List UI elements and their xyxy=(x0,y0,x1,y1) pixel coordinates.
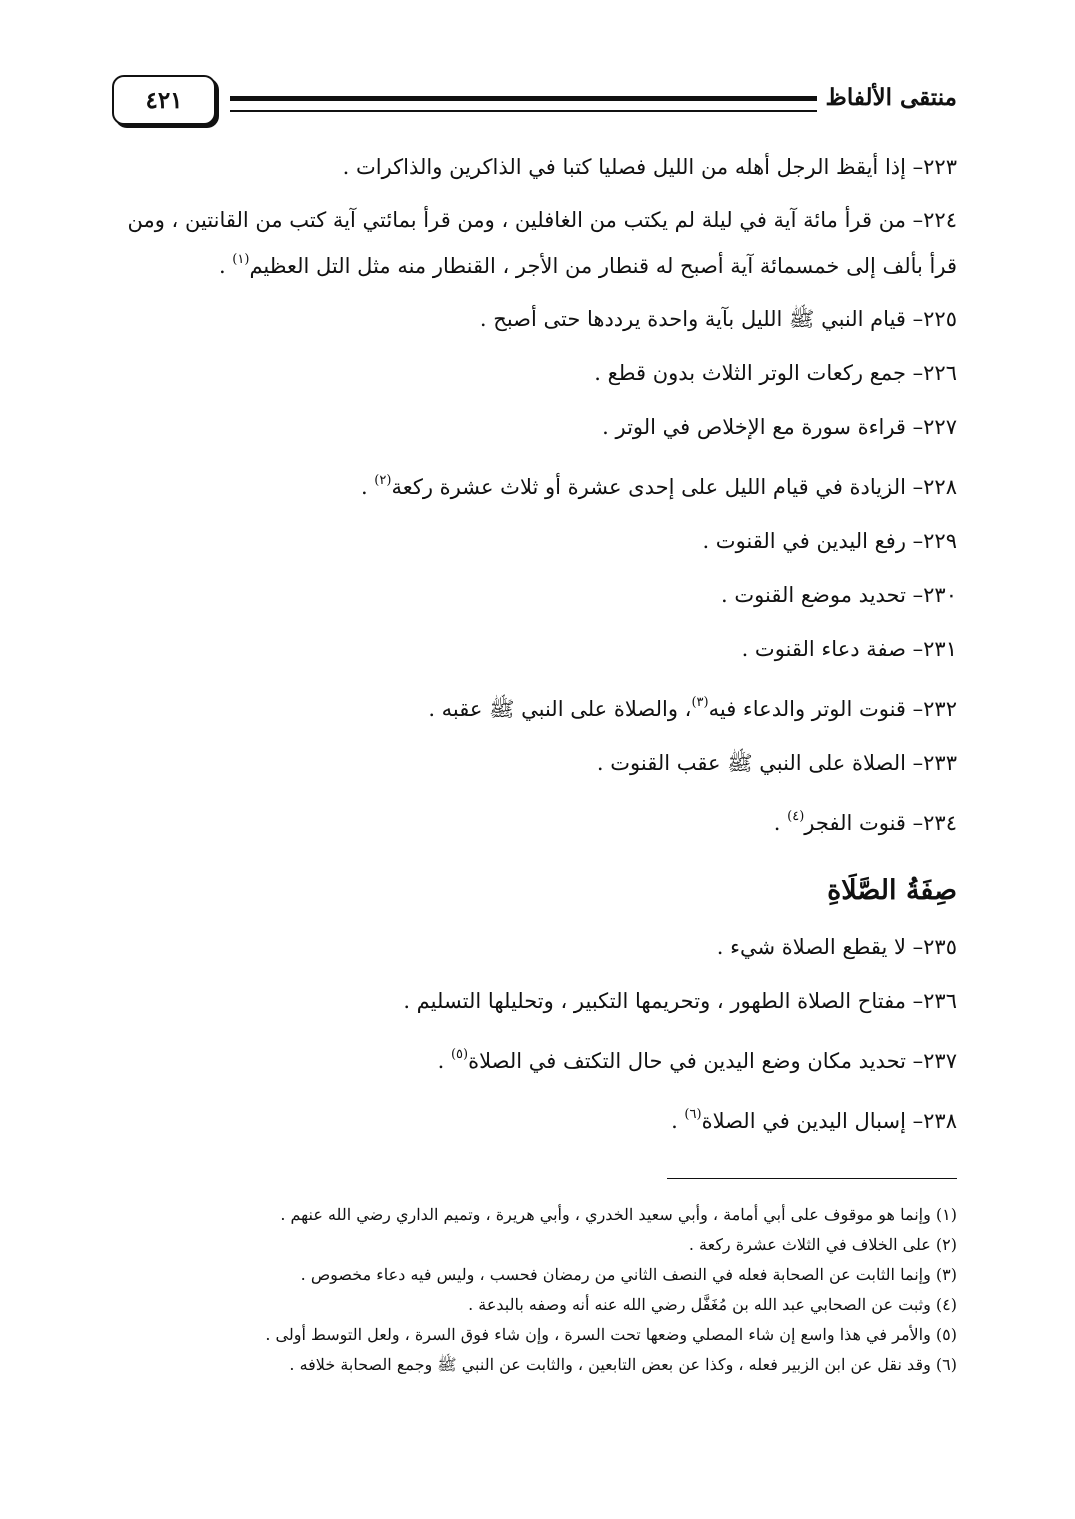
item-number: ٢٢٨ xyxy=(923,475,957,499)
footnotes xyxy=(112,1200,957,1380)
list-item: ٢٣٧– تحديد مكان وضع اليدين في حال التكتف في الصلاة$^{(٥)}$ . xyxy=(112,1028,957,1088)
footnote-ref: (٢) xyxy=(374,473,392,488)
footnote: (٢) على الخلاف في الثلاث عشرة ركعة . xyxy=(688,1235,957,1254)
item-list xyxy=(112,140,957,850)
footnote-separator xyxy=(667,1178,957,1179)
list-item: ٢٢٤– من قرأ مائة آية في ليلة لم يكتب من الغافلين ، ومن قرأ بمائتي آية كتب من القانتين ، ومن قرأ بألف إلى خمسمائة آية أصبح له قنطار من الأجر ، القنطار منه مثل التل العظيم$^{(١)}$ . xyxy=(112,194,957,292)
footnote: (٦) وقد نقل عن ابن الزبير فعله ، وكذا عن بعض التابعين ، والثابت عن النبي ﷺ وجمع الصحابة خلافه . xyxy=(289,1355,957,1374)
item-tail: . xyxy=(773,811,788,835)
item-tail: . xyxy=(671,1109,685,1133)
footnote-ref: (١) xyxy=(232,252,250,267)
item-tail: ، والصلاة على النبي ﷺ عقبه . xyxy=(428,697,692,721)
item-number: ٢٣٤ xyxy=(923,811,957,835)
item-number: ٢٢٩ xyxy=(923,529,957,553)
item-text: الزيادة في قيام الليل على إحدى عشرة أو ثلاث عشرة ركعة xyxy=(391,475,906,499)
item-number: ٢٣٦ xyxy=(923,989,957,1013)
item-number: ٢٢٤ xyxy=(923,208,957,232)
item-number: ٢٣١ xyxy=(923,637,957,661)
item-number: ٢٢٣ xyxy=(923,155,957,179)
item-text: جمع ركعات الوتر الثلاث بدون قطع . xyxy=(594,361,906,385)
page-header xyxy=(112,72,957,128)
footnote: (٣) وإنما الثابت عن الصحابة فعله في النصف الثاني من رمضان فحسب ، وليس فيه دعاء مخصوص . xyxy=(300,1265,957,1284)
list-item: ٢٢٦– جمع ركعات الوتر الثلاث بدون قطع . xyxy=(112,346,957,400)
item-text: قنوت الفجر xyxy=(804,811,906,835)
footnote: (١) وإنما هو موقوف على أبي أمامة ، وأبي سعيد الخدري ، وأبي هريرة ، وتميم الداري رضي الله عنهم . xyxy=(280,1205,957,1224)
footnote: (٤) وثبت عن الصحابي عبد الله بن مُغَفَّل رضي الله عنه أنه وصفه بالبدعة . xyxy=(468,1295,957,1314)
item-number: ٢٣٢ xyxy=(923,697,957,721)
item-list xyxy=(112,920,957,1148)
header-rule xyxy=(230,96,817,112)
item-number: ٢٢٧ xyxy=(923,415,957,439)
item-text: صفة دعاء القنوت . xyxy=(741,637,906,661)
item-text: إسبال اليدين في الصلاة xyxy=(701,1109,906,1133)
item-tail: . xyxy=(218,254,233,278)
list-item: ٢٢٧– قراءة سورة مع الإخلاص في الوتر . xyxy=(112,400,957,454)
item-tail: . xyxy=(360,475,375,499)
item-number: ٢٢٥ xyxy=(923,307,957,331)
item-number: ٢٢٦ xyxy=(923,361,957,385)
item-number: ٢٣٠ xyxy=(923,583,957,607)
page-number: ٤٢١ xyxy=(145,86,183,114)
item-text: الصلاة على النبي ﷺ عقب القنوت . xyxy=(596,751,906,775)
footnote-ref: (٦) xyxy=(684,1107,702,1122)
item-tail: . xyxy=(437,1049,451,1073)
list-item: ٢٣٤– قنوت الفجر$^{(٤)}$ . xyxy=(112,790,957,850)
item-number: ٢٣٨ xyxy=(923,1109,957,1133)
list-item: ٢٣٣– الصلاة على النبي ﷺ عقب القنوت . xyxy=(112,736,957,790)
list-item: ٢٣٦– مفتاح الصلاة الطهور ، وتحريمها التكبير ، وتحليلها التسليم . xyxy=(112,974,957,1028)
item-text: قراءة سورة مع الإخلاص في الوتر . xyxy=(602,415,906,439)
footnote: (٥) والأمر في هذا واسع إن شاء المصلي وضعها تحت السرة ، وإن شاء فوق السرة ، ولعل التوسط أولى . xyxy=(265,1325,957,1344)
page-number-box xyxy=(112,75,216,125)
item-text: تحديد موضع القنوت . xyxy=(721,583,906,607)
footnote-ref: (٥) xyxy=(450,1047,469,1062)
item-text: تحديد مكان وضع اليدين في حال التكتف في الصلاة xyxy=(468,1049,906,1073)
list-item: ٢٢٣– إذا أيقظ الرجل أهله من الليل فصليا كتبا في الذاكرين والذاكرات . xyxy=(112,140,957,194)
list-item: ٢٢٥– قيام النبي ﷺ الليل بآية واحدة يرددها حتى أصبح . xyxy=(112,292,957,346)
list-item: ٢٣٨– إسبال اليدين في الصلاة$^{(٦)}$ . xyxy=(112,1088,957,1148)
list-item: ٢٣٢– قنوت الوتر والدعاء فيه$^{(٣)}$، والصلاة على النبي ﷺ عقبه . xyxy=(112,676,957,736)
item-text: من قرأ مائة آية في ليلة لم يكتب من الغافلين ، ومن قرأ بمائتي آية كتب من القانتين ، ومن قرأ بألف إلى خمسمائة آية أصبح له قنطار من الأجر ، القنطار منه مثل التل العظيم xyxy=(127,208,957,278)
section-heading: صِفَةُ الصَّلَاةِ xyxy=(827,875,957,906)
item-text: مفتاح الصلاة الطهور ، وتحريمها التكبير ، وتحليلها التسليم . xyxy=(403,989,906,1013)
main-content xyxy=(112,140,957,1148)
item-text: لا يقطع الصلاة شيء . xyxy=(716,935,906,959)
item-text: قيام النبي ﷺ الليل بآية واحدة يرددها حتى أصبح . xyxy=(479,307,906,331)
item-text: قنوت الوتر والدعاء فيه xyxy=(708,697,906,721)
footnote-ref: (٣) xyxy=(691,695,709,710)
footnote-ref: (٤) xyxy=(787,809,805,824)
list-item: ٢٣٠– تحديد موضع القنوت . xyxy=(112,568,957,622)
book-title: منتقى الألفاظ xyxy=(825,84,957,111)
list-item: ٢٣١– صفة دعاء القنوت . xyxy=(112,622,957,676)
item-text: رفع اليدين في القنوت . xyxy=(702,529,906,553)
list-item: ٢٢٨– الزيادة في قيام الليل على إحدى عشرة أو ثلاث عشرة ركعة$^{(٢)}$ . xyxy=(112,454,957,514)
list-item: ٢٣٥– لا يقطع الصلاة شيء . xyxy=(112,920,957,974)
item-number: ٢٣٣ xyxy=(923,751,957,775)
item-number: ٢٣٧ xyxy=(923,1049,957,1073)
list-item: ٢٢٩– رفع اليدين في القنوت . xyxy=(112,514,957,568)
item-text: إذا أيقظ الرجل أهله من الليل فصليا كتبا في الذاكرين والذاكرات . xyxy=(342,155,906,179)
item-number: ٢٣٥ xyxy=(923,935,957,959)
